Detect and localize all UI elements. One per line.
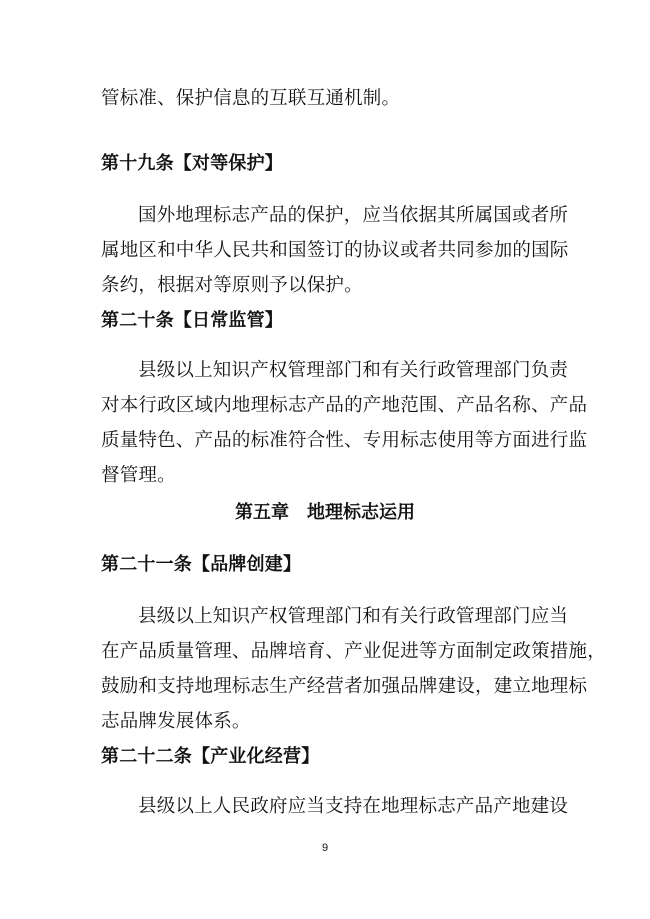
- article-21-line-2: 在产品质量管理、品牌培育、产业促进等方面制定政策措施，: [101, 641, 606, 662]
- article-21-line-3: 鼓励和支持地理标志生产经营者加强品牌建设，建立地理标: [101, 676, 588, 697]
- article-20-line-4: 督管理。: [101, 465, 176, 486]
- chapter-5-title: 第五章 地理标志运用: [235, 502, 415, 523]
- article-21-heading: 第二十一条【品牌创建】: [101, 554, 302, 575]
- article-19-line-1: 国外地理标志产品的保护，应当依据其所属国或者所: [138, 205, 569, 226]
- article-20-heading: 第二十条【日常监管】: [101, 310, 283, 331]
- article-22-heading: 第二十二条【产业化经营】: [101, 746, 320, 767]
- article-19-heading: 第十九条【对等保护】: [101, 153, 283, 174]
- article-19-line-3: 条约，根据对等原则予以保护。: [101, 275, 363, 296]
- article-21-line-1: 县级以上知识产权管理部门和有关行政管理部门应当: [138, 606, 569, 627]
- article-20-line-2: 对本行政区域内地理标志产品的产地范围、产品名称、产品: [101, 395, 588, 416]
- page-number: 9: [321, 842, 329, 854]
- article-19-line-2: 属地区和中华人民共和国签订的协议或者共同参加的国际: [101, 240, 569, 261]
- article-20-line-3: 质量特色、产品的标准符合性、专用标志使用等方面进行监: [101, 430, 588, 451]
- article-22-line-1: 县级以上人民政府应当支持在地理标志产品产地建设: [138, 796, 569, 817]
- article-21-line-4: 志品牌发展体系。: [101, 711, 251, 732]
- article-20-line-1: 县级以上知识产权管理部门和有关行政管理部门负责: [138, 360, 569, 381]
- paragraph-line: 管标准、保护信息的互联互通机制。: [101, 88, 401, 109]
